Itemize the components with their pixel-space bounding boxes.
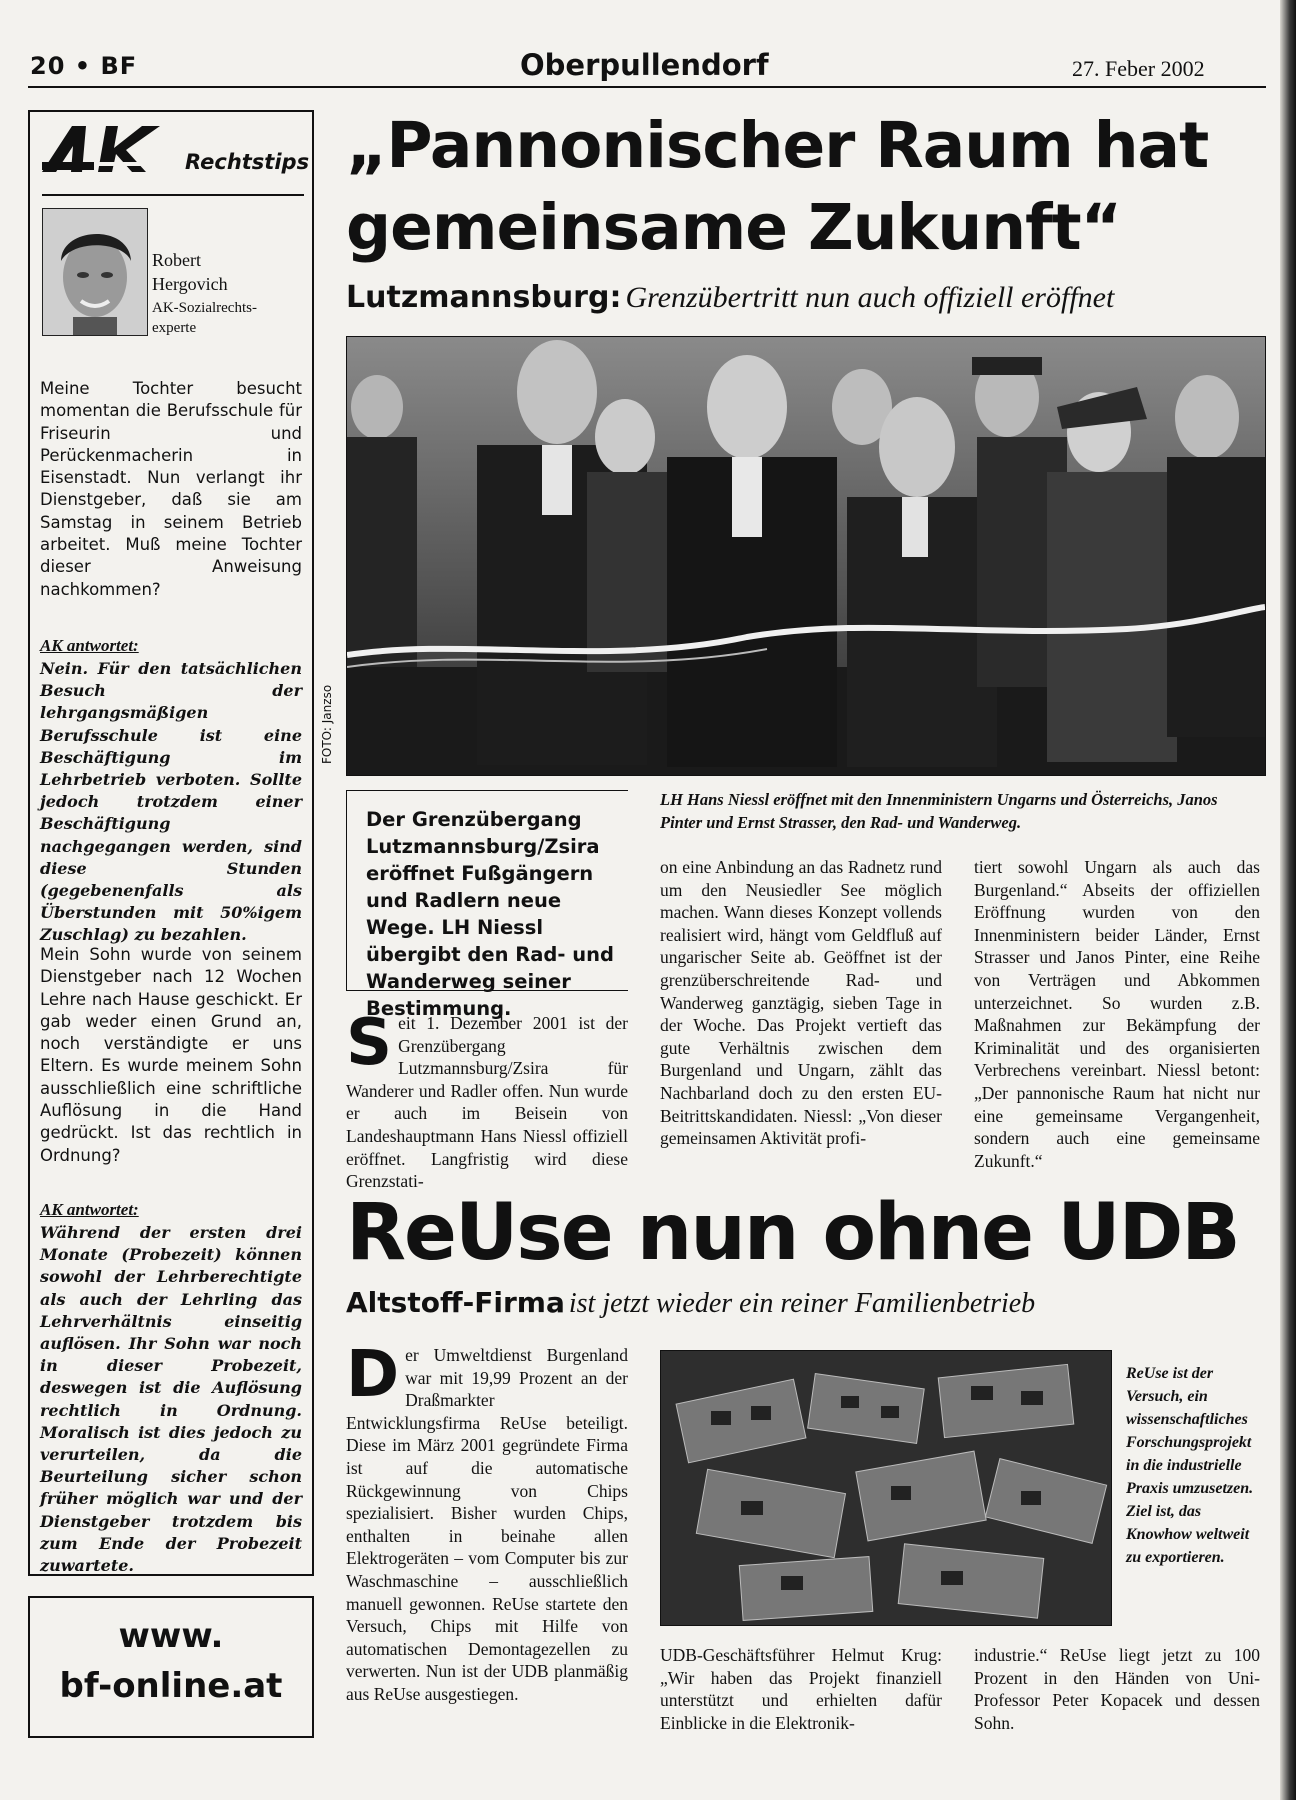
article2-col2: UDB-Geschäftsführer Helmut Krug: „Wir haben das Projekt finanziell unterstützt und erhielten dafür Einblicke in die Elektronik-: [660, 1645, 942, 1733]
website-prefix: www.: [118, 1616, 224, 1656]
article1-teaser: Der Grenzübergang Lutzmannsburg/Zsira eröffnet Fußgängern und Radlern neue Wege. LH Niessl übergibt den Rad- und Wanderweg seiner Bestimmung.: [366, 808, 614, 1020]
author-name-last: Hergovich: [152, 274, 228, 294]
page-edge-shadow: [1280, 0, 1296, 1800]
article2-col1: [346, 1338, 628, 1706]
article1-caption: LH Hans Niessl eröffnet mit den Innenministern Ungarns und Österreichs, Janos Pinter und Ernst Strasser, den Rad- und Wanderweg.: [660, 790, 1218, 832]
article2-photo-caption: ReUse ist der Versuch, ein wissenschaftliches Forschungsprojekt in die industrielle Praxis umzusetzen. Ziel ist, das Knowhow weltweit zu exportieren.: [1126, 1365, 1254, 1566]
article1-col1-text: eit 1. Dezember 2001 ist der Grenzübergang Lutzmannsburg/Zsira für Wanderer und Radler offen. Nun wurde er auch im Beisein von Landeshauptmann Hans Niessl offiziell eröffnet. Langfristig wird diese Grenzstati-: [346, 1013, 628, 1192]
column-name: Rechtstips: [185, 150, 310, 174]
question-2: Mein Sohn wurde von seinem Dienstgeber nach 12 Wochen Lehre nach Hause geschickt. Er gab weder einen Grund an, noch verständigte er uns Eltern. Es wurde meinem Sohn ausschließlich eine schriftliche Auflösung in die Hand gedrückt. Ist das rechtlich in Ordnung?: [40, 945, 302, 1165]
article1-subhead-row: [346, 280, 1114, 315]
answer-label-1: AK antwortet:: [40, 636, 139, 655]
question-1: Meine Tochter besucht momentan die Berufsschule für Friseurin und Perückenmacherin in Eisenstadt. Nun verlangt ihr Dienstgeber, daß sie am Samstag in seinem Betrieb arbeitet. Muß meine Tochter dieser Anweisung nachkommen?: [40, 379, 302, 599]
article1-headline-line1: „Pannonischer Raum hat: [346, 109, 1209, 182]
article2-col1-text: er Umweltdienst Burgenland war mit 19,99 Prozent an der Draßmarkter Entwicklungsfirma ReUse beteiligt. Diese im März 2001 gegründete Firma ist auf die automatische Rückgewinnung von Chips spezialisiert. Bisher wurden Chips, enthalten in beinahe allen Elektrogeräten – vom Computer bis zur Waschmaschine – ausschließlich manuell gewonnen. ReUse startete den Versuch, Chips mit Hilfe von automatischen Demontagezellen zu verwerten. Nun ist der UDB planmäßig aus ReUse ausgestiegen.: [346, 1345, 628, 1704]
answer-2: Während der ersten drei Monate (Probezeit) können sowohl der Lehrberechtigte als auch der Lehrling das Lehrverhältnis einseitig auflösen. Ihr Sohn war noch in dieser Probezeit, deswegen ist die Auflösung rechtlich in Ordnung. Moralisch ist dies jedoch zu verurteilen, da die Beurteilung sicher schon früher möglich war und der Dienstgeber trotzdem bis zum Ende der Probezeit zuwartete.: [40, 1223, 302, 1576]
article1-col1: [346, 1006, 628, 1193]
article1-subhead: Grenzübertritt nun auch offiziell eröffnet: [625, 281, 1115, 314]
article2-subhead: ist jetzt wieder ein reiner Familienbetrieb: [568, 1288, 1036, 1319]
article2-headline: ReUse nun ohne UDB: [346, 1188, 1239, 1278]
article2-col3: industrie.“ ReUse liegt jetzt zu 100 Prozent in den Händen von Uni-Professor Peter Kopacek und dessen Sohn.: [974, 1645, 1260, 1733]
page-number: 20 • BF: [30, 52, 138, 80]
issue-date: 27. Feber 2002: [1072, 56, 1205, 81]
answer-1: Nein. Für den tatsächlichen Besuch der lehrgangsmäßigen Berufsschule ist eine Beschäftigung im Lehrbetrieb verboten. Sollte jedoch trotzdem einer Beschäftigung nachgegangen werden, sind diese Stunden (gegebenenfalls als Überstunden mit 50%igem Zuschlag) zu bezahlen.: [40, 659, 302, 945]
article1-col2: on eine Anbindung an das Radnetz rund um den Neusiedler See möglich machen. Wann dieses Konzept vollends realisiert wird, hängt vom Geldfluß auf ungarischer Seite ab. Geöffnet ist der grenzüberschreitende Rad- und Wanderweg ganztägig, sieben Tage in der Woche. Das Projekt vertieft das gute Verhältnis zwischen dem Burgenland und Ungarn, zählt das Nachbarland doch zu den ersten EU-Beitrittskandidaten. Niessl: „Von dieser gemeinsamen Aktivität profi-: [660, 857, 942, 1149]
ak-rechtstips-box: [28, 110, 314, 1576]
article2-subhead-row: [346, 1286, 1035, 1320]
ak-logo-graphic: [42, 122, 180, 178]
ak-logo: [42, 122, 180, 178]
teaser-side-rule: [346, 790, 347, 990]
article1-headline-line2: gemeinsame Zukunft“: [346, 191, 1122, 264]
website-box: [28, 1596, 314, 1738]
header-rule: [28, 86, 1266, 88]
region-title: Oberpullendorf: [520, 48, 769, 82]
article1-drop-cap: S: [346, 1006, 393, 1080]
article1-kicker: Lutzmannsburg:: [346, 280, 622, 315]
author-role: AK-Sozialrechts-experte: [152, 300, 257, 336]
author-photo: [42, 208, 148, 336]
article1-photo-credit: FOTO: Janzso: [320, 684, 334, 764]
article1-col3: tiert sowohl Ungarn als auch das Burgenland.“ Abseits der offiziellen Eröffnung wurden von den Innenministern beider Länder, Ernst Strasser und Janos Pinter, eine Reihe von Verträgen und Abkommen unterzeichnet. So wurden z.B. Maßnahmen zur Bekämpfung der Kriminalität und des organisierten Verbrechens vereinbart. Niessl betont: „Der pannonische Raum hat nicht nur eine gemeinsame Vergangenheit, sondern auch eine gemeinsame Zukunft.“: [974, 857, 1260, 1171]
article1-photo: [346, 336, 1266, 776]
article2-kicker: Altstoff-Firma: [346, 1286, 565, 1319]
teaser-rule: [346, 790, 628, 791]
article2-drop-cap: D: [346, 1338, 400, 1412]
logo-underline: [42, 194, 304, 196]
author-name-first: Robert: [152, 250, 201, 270]
website-domain: bf-online.at: [59, 1666, 283, 1706]
answer-label-2: AK antwortet:: [40, 1200, 139, 1219]
article2-photo-chips: [660, 1350, 1112, 1626]
